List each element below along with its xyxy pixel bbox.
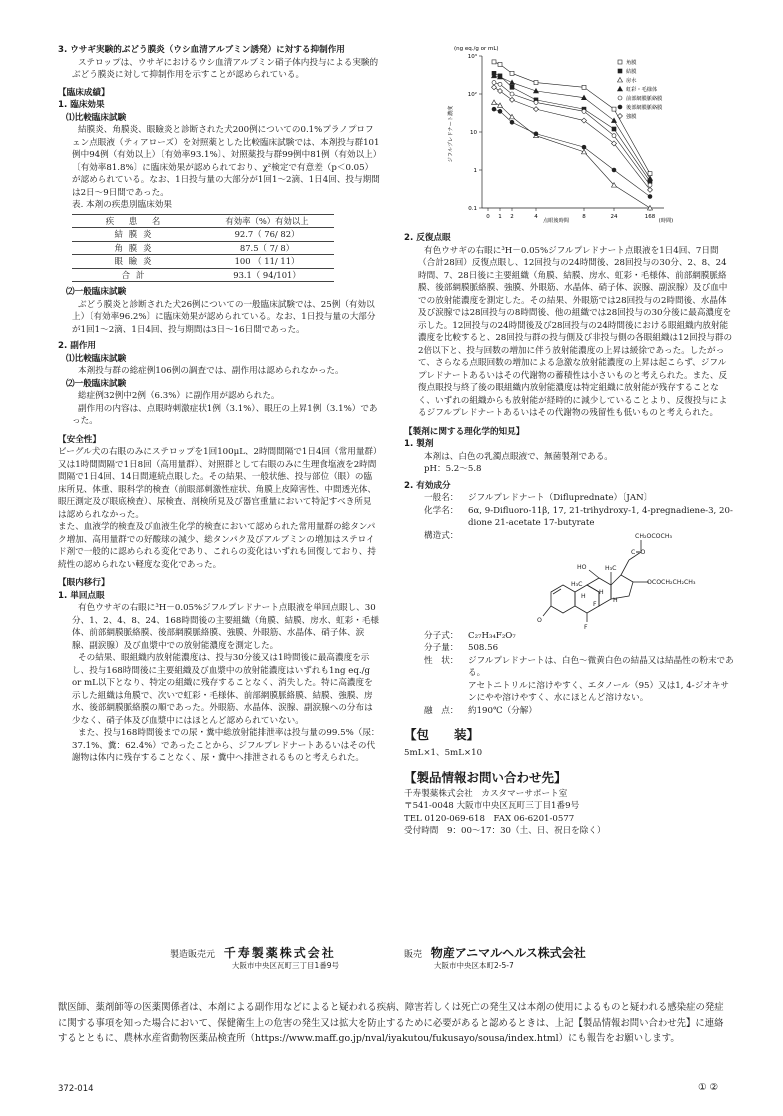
legend-entry: 房水 — [626, 78, 637, 84]
x-tick-label: 8 — [582, 214, 586, 220]
x-tick-label: 2 — [510, 214, 514, 220]
safety-text-2: また、血液学的検査及び血液生化学的検査において認められた常用量群の総タンパク増加、高用量群での好酸球の減少、総タンパク及びアルブミンの増加はステロイド剤で一般的に認められる変化であり、これらの変化はいずれも回復しており、持続性の認められない軽度な変化であった。 — [58, 522, 376, 570]
repeat-dose-title: 2. 反復点眼 — [404, 233, 451, 243]
contact-heading: 【製品情報お問い合わせ先】 — [404, 769, 567, 785]
clinical-effect-title: 1. 臨床効果 — [58, 100, 105, 110]
structure-label: HO — [577, 563, 587, 571]
data-point — [648, 195, 652, 199]
data-point — [648, 187, 653, 192]
formula-value: C₂₇H₃₄F₂O₇ — [468, 630, 516, 641]
table-row — [72, 228, 334, 242]
structure-key: 構造式： — [424, 530, 459, 541]
table-cell-disease: 合計 — [72, 268, 200, 282]
melting-point-value: 約190℃（分解） — [468, 705, 537, 716]
side-comparative-title: ⑴比較臨床試験 — [66, 353, 127, 364]
x-tick-label: 4 — [534, 214, 538, 220]
side-effects-title: 2. 副作用 — [58, 341, 97, 351]
seller-block — [404, 947, 586, 972]
formula-row — [424, 630, 734, 643]
data-point — [510, 85, 514, 89]
x-unit-label: (時間) — [658, 218, 674, 224]
packaging-heading: 【包 装】 — [404, 727, 480, 742]
data-point — [648, 183, 652, 187]
data-point — [534, 88, 539, 93]
document-code: 372-014 — [58, 1084, 94, 1094]
legend-entry: 後部網膜脈絡膜 — [626, 105, 663, 111]
active-ingredient-title: 2. 有効成分 — [404, 480, 451, 491]
structure-label: H — [599, 588, 604, 596]
y-tick-label: 1 — [473, 168, 477, 174]
safety-heading: 【安全性】 — [58, 434, 101, 445]
page-markers: ① ② — [698, 1082, 719, 1093]
preparation-text: 本剤は、白色の乳濁点眼液で、無菌製剤である。 — [424, 451, 613, 462]
molecular-weight-value: 508.56 — [468, 643, 499, 653]
safety-text-1: ビーグル犬の右眼のみにステロップを1回100μL、2時間間隔で1日4回（常用量群）又は1時間間隔で1日8回（高用量群）、対照群として右眼のみに生理食塩液を2時間間隔で1日4回、14日間連続点眼した。その結果、一般状態、投与部位（眼）の臨床所見、体重、眼科学的検査（前眼部刺激性症状、角膜上皮障害性、中間透光体、眼圧測定及び眼底検査）、尿検査、剖検所見及び器官重量において特記すべき所見は認められなかった。 — [58, 447, 378, 520]
contact-line: 受付時間 9：00～17：30（土、日、祝日を除く） — [404, 826, 606, 836]
structure-label: F — [593, 600, 597, 608]
structure-row — [424, 530, 734, 630]
data-point — [492, 81, 496, 85]
table-caption: 表. 本剤の疾患別臨床効果 — [72, 200, 172, 210]
molecular-weight-key: 分子量： — [424, 643, 459, 653]
data-point — [492, 60, 496, 64]
properties-value-1: ジフルプレドナートは、白色～微黄白色の結晶又は結晶性の粉末である。 — [468, 655, 734, 678]
data-point — [534, 107, 539, 112]
data-point — [510, 71, 514, 75]
table-header-rate: 有効率（%）有効以上 — [200, 214, 334, 228]
y-tick-label: 10² — [467, 92, 477, 98]
repeat-dose-text: 有色ウサギの右眼に³H－0.05%ジフルプレドナート点眼液を1日4回、7日間（合計28回）反復点眼し、12回投与の24時間後、28回投与の30分、2、8、24時間、7、28日後に主要組織（角膜、結膜、房水、虹彩・毛様体、前部網膜脈絡膜、後部網膜脈絡膜、強膜、外眼筋、水晶体、硝子体、涙腺、副涙腺）及び血中での放射能濃度を測定した。その結果、外眼筋では28回投与の2時間後、水晶体及び涙腺では28回投与の8時間後、他の組織では28回投与の30分後に最高濃度を示した。12回投与の24時間後及び28回投与の24時間後における眼組織内放射能濃度を比較すると、28回投与群の投与側及び非投与側の各眼組織は12回投与群の2倍以下と、投与回数の増加に伴う放射能濃度の上昇は緩徐であった。したがって、さらなる点眼回数の増加による急激な放射能濃度の上昇は起こらず、ジフルプレドナートあるいはその代謝物の蓄積性は小さいものと考えられた。また、反復点眼投与終了後の眼組織内放射能濃度は特定組織に放射能が残存することなく、いずれの組織からも放射能が経時的に減少していることより、反復投与によるジフルプレドナートあるいはその代謝物の残留性も低いものと考えられた。 — [418, 245, 733, 418]
data-point — [510, 92, 514, 96]
data-point — [612, 107, 616, 111]
chemical-name-value: 6α, 9-Difluoro-11β, 17, 21-trihydroxy-1, 4-pregnadiene-3, 20-dione 21-acetate 17-butyrate — [468, 505, 733, 528]
legend-entry: 前部網膜脈絡膜 — [626, 96, 663, 102]
side-general-title: ⑵一般臨床試験 — [66, 378, 127, 389]
data-point — [582, 109, 586, 113]
table-cell-disease: 角膜炎 — [72, 241, 200, 255]
structure-label: H₃C — [605, 564, 617, 572]
formula-key: 分子式： — [424, 630, 459, 641]
efficacy-table — [72, 214, 334, 283]
side-comparative-text: 本剤投与群の総症例106例の調査では、副作用は認められなかった。 — [78, 366, 344, 376]
table-row — [72, 255, 334, 269]
data-point — [510, 120, 514, 124]
x-tick-label: 168 — [644, 214, 656, 220]
table-cell-disease: 眼瞼炎 — [72, 255, 200, 269]
single-dose-text-3: また、投与168時間後までの尿・糞中総放射能排泄率は投与量の99.5%（尿：37.1%、糞：62.4%）であったことから、ジフルプレドナートあるいはその代謝物は体内に残存することなく、尿・糞中へ排泄されるものと考えられた。 — [72, 728, 380, 763]
adverse-event-notice: 獣医師、薬剤師等の医薬関係者は、本剤による副作用などによると疑われる疾病、障害若しくは死亡の発生又は本剤の使用によるものと疑われる感染症の発症に関する事項を知った場合において、保健衛生上の危害の発生又は拡大を防止するために必要があると認めるときは、上記【製品情報お問い合わせ先】に連絡するとともに、農林水産省動物医薬品検査所（https://www.maff.go.jp/nval/iyakutou/fukusayo/sousa/index.html）にも報告をお願いします。 — [58, 1002, 724, 1044]
legend-entry: 角膜 — [626, 60, 637, 66]
data-point — [648, 176, 653, 181]
table-row — [72, 241, 334, 255]
generic-name-value: ジフルプレドナート（Difluprednate）〔JAN〕 — [468, 493, 653, 503]
series-line — [494, 87, 650, 190]
data-point — [492, 100, 497, 105]
legend-marker — [618, 60, 622, 64]
left-column — [58, 44, 380, 765]
data-point — [498, 62, 502, 66]
seller-role: 販売 — [404, 950, 423, 960]
structural-formula — [468, 530, 734, 630]
properties-key: 性 状： — [424, 655, 459, 666]
data-point — [534, 81, 538, 85]
side-general-text-1: 総症例32例中2例（6.3%）に副作用が認められた。 — [78, 391, 280, 401]
contact-line: TEL 0120-069-618 FAX 06-6201-0577 — [404, 813, 575, 824]
legend-marker — [618, 69, 622, 73]
y-tick-label: 0.1 — [468, 206, 477, 212]
single-dose-title: 1. 単回点眼 — [58, 590, 105, 601]
y-tick-label: 10 — [470, 130, 477, 136]
preparation-title: 1. 製剤 — [404, 439, 434, 449]
molecular-weight-row — [424, 642, 734, 655]
structure-label: F — [584, 623, 588, 630]
table-cell-rate: 100 （ 11/ 11） — [200, 255, 334, 269]
data-point — [510, 80, 515, 85]
data-point — [612, 141, 617, 146]
single-dose-text-1: 有色ウサギの右眼に³H－0.05%ジフルプレドナート点眼液を単回点眼し、30分、1、2、4、8、24、168時間後の主要組織（角膜、結膜、房水、虹彩・毛様体、前部網膜脈絡膜、後部網膜脈絡膜、強膜、外眼筋、水晶体、硝子体、涙腺、副涙腺）及び血漿中での放射能濃度を測定した。 — [72, 603, 380, 651]
legend-entry: 結膜 — [626, 69, 637, 75]
bsa-uveitis-title: 3. ウサギ実験的ぶどう膜炎（ウシ血清アルブミン誘発）に対する抑制作用 — [58, 45, 345, 55]
chart-legend — [618, 58, 663, 120]
generic-name-key: 一般名： — [424, 493, 459, 503]
data-point — [534, 100, 538, 104]
legend-marker — [618, 114, 623, 119]
properties-row — [424, 655, 734, 705]
data-point — [492, 107, 496, 111]
data-point — [612, 127, 616, 131]
chemical-name-key: 化学名： — [424, 505, 459, 516]
manufacturer-address: 大阪市中央区瓦町三丁目1番9号 — [232, 960, 340, 970]
data-point — [582, 145, 586, 149]
table-row — [72, 268, 334, 282]
x-tick-label: 0 — [486, 214, 490, 220]
bsa-uveitis-text: ステロップは、ウサギにおけるウシ血清アルブミン硝子体内投与による実験的ぶどう膜炎に対して抑制作用を示すことが認められている。 — [72, 57, 379, 80]
seller-address: 大阪市中央区本町2-5-7 — [434, 960, 514, 970]
data-point — [498, 82, 502, 86]
structure-label: O — [537, 616, 542, 624]
contact-line: 〒541-0048 大阪市中央区瓦町三丁目1番9号 — [404, 801, 580, 811]
y-unit-label: (ng eq./g or mL) — [454, 46, 499, 52]
data-point — [612, 134, 616, 138]
single-dose-text-2: その結果、眼組織内放射能濃度は、投与30分後又は1時間後に最高濃度を示し、投与168時間後に主要組織及び血漿中の放射能濃度はいずれも1ng eq./g or mL以下となり、特定の組織に残存することなく、消失した。特に高濃度を示した組織は角膜で、次いで虹彩・毛様体、前部網膜脈絡膜、結膜、強膜、房水、後部網膜脈絡膜の順であった。外眼筋、水晶体、涙腺、副涙腺への分布は少なく、硝子体及び血漿中にはほとんど認められていない。 — [72, 653, 373, 726]
legend-entry: 強膜 — [626, 114, 637, 120]
generic-name-row — [424, 492, 734, 505]
physicochemical-heading: 【製剤に関する理化学的知見】 — [404, 426, 525, 437]
y-axis-label: ジフルプレドナート濃度 — [448, 105, 454, 163]
data-point — [498, 88, 503, 93]
general-trial-text: ぶどう膜炎と診断された犬26例についての一般臨床試験では、25例（有効以上）〔有効率96.2%〕に臨床効果が認められている。なお、1日投与量の大部分が1回1～2滴、1日4回、投与期間は3日～16日間であった。 — [72, 299, 376, 335]
packaging-text: 5mL×1、5mL×10 — [404, 748, 483, 758]
x-tick-label: 24 — [610, 214, 618, 220]
table-cell-rate: 92.7（ 76/ 82） — [200, 228, 334, 242]
table-cell-disease: 結膜炎 — [72, 228, 200, 242]
data-point — [582, 149, 587, 154]
concentration-chart — [446, 42, 686, 228]
structure-label: OCOCH₂CH₂CH₃ — [647, 578, 696, 586]
general-trial-title: ⑵一般臨床試験 — [66, 287, 127, 297]
contact-line: 千寿製薬株式会社 カスタマーサポート室 — [404, 788, 568, 799]
structure-label: CH₂OCOCH₃ — [635, 532, 672, 540]
legend-marker — [618, 96, 622, 100]
manufacturer-block — [170, 947, 339, 972]
data-point — [492, 85, 497, 90]
table-header-disease: 疾 患 名 — [72, 214, 200, 228]
data-point — [582, 85, 586, 89]
legend-entry: 虹彩・毛様体 — [626, 87, 658, 93]
properties-value-2: アセトニトリルに溶けやすく、エタノール（95）又は1, 4-ジオキサンにやや溶けやすく、水にほとんど溶けない。 — [468, 680, 729, 703]
right-column — [404, 232, 734, 838]
x-tick-label: 1 — [498, 214, 502, 220]
table-header-row — [72, 214, 334, 228]
manufacturer-role: 製造販売元 — [170, 950, 216, 960]
comparative-trial-text: 結膜炎、角膜炎、眼瞼炎と診断された犬200例についての0.1%プラノプロフェン点眼液（ティアローズ）を対照薬とした比較臨床試験では、本剤投与群101例中94例（有効以上）〔有効率93.1%〕、対照薬投与群99例中81例（有効以上）〔有効率81.8%〕に臨床効果が認められており、χ²検定で有意差（p＜0.05）が認められている。なお、1日投与量の大部分が1回1～2滴、1日4回、投与期間は2日～9日間であった。 — [72, 125, 380, 198]
x-axis-label: 点眼後時間 — [543, 218, 569, 224]
structure-label: H — [613, 596, 618, 604]
melting-point-row — [424, 705, 734, 718]
ph-value: pH：5.2～5.8 — [424, 464, 482, 474]
legend-marker — [618, 87, 623, 92]
comparative-trial-title: ⑴比較臨床試験 — [66, 112, 127, 123]
structure-label: C=O — [631, 548, 646, 556]
structure-label: H₃C — [571, 580, 583, 588]
table-cell-rate: 87.5（ 7/ 8） — [200, 241, 334, 255]
legend-marker — [618, 78, 623, 83]
data-point — [498, 109, 502, 113]
table-cell-rate: 93.1（ 94/101） — [200, 268, 334, 282]
legend-marker — [618, 105, 622, 109]
y-tick-label: 10³ — [467, 54, 477, 60]
data-point — [534, 132, 538, 136]
side-general-text-2: 副作用の内容は、点眼時刺激症状1例（3.1%）、眼圧の上昇1例（3.1%）であった。 — [72, 403, 378, 426]
data-point — [582, 118, 587, 123]
data-point — [648, 172, 652, 176]
manufacturer-name: 千寿製薬株式会社 — [223, 946, 336, 960]
ocular-distribution-heading: 【眼内移行】 — [58, 578, 110, 588]
data-point — [498, 103, 503, 108]
melting-point-key: 融 点： — [424, 705, 459, 716]
properties-values — [468, 655, 734, 705]
seller-name: 物産アニマルヘルス株式会社 — [430, 946, 586, 960]
data-point — [612, 168, 616, 172]
chemical-name-row — [424, 505, 734, 530]
data-point — [510, 97, 515, 102]
structure-label: H — [581, 592, 586, 600]
data-point — [612, 118, 617, 123]
clinical-results-heading: 【臨床成績】 — [58, 87, 110, 98]
